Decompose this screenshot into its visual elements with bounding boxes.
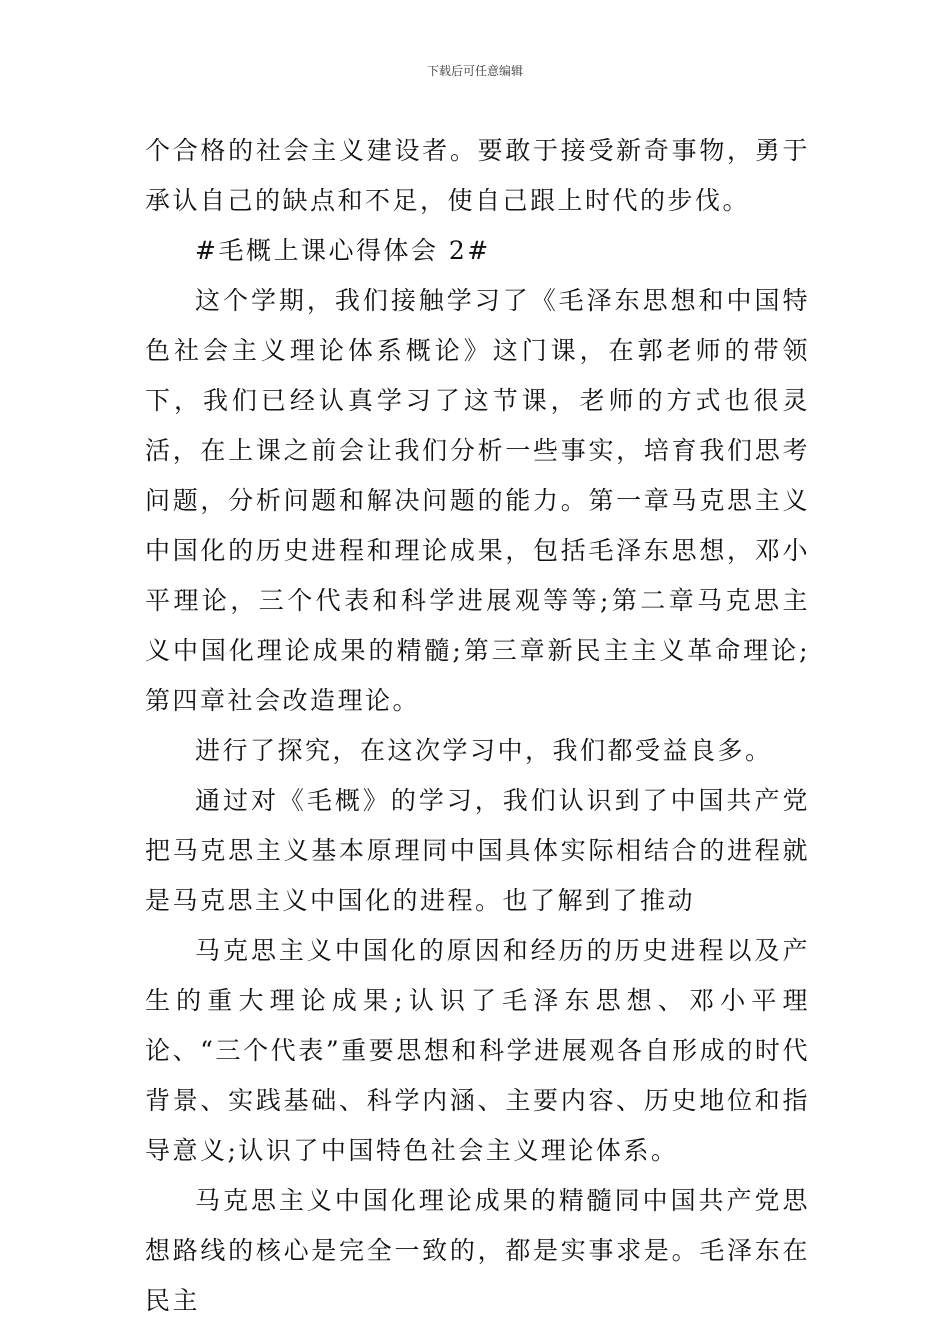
paragraph-5: 马克思主义中国化的原因和经历的历史进程以及产生的重大理论成果;认识了毛泽东思想、邓小平理论、“三个代表”重要思想和科学进展观各自形成的时代背景、实践基础、科学内涵、主要内容、历史地位和指导意义;认识了中国特色社会主义理论体系。 <box>145 936 810 1165</box>
section-heading: #毛概上课心得体会 2# <box>195 236 491 265</box>
paragraph-2: 这个学期，我们接触学习了《毛泽东思想和中国特色社会主义理论体系概论》这门课，在郭老师的带领下，我们已经认真学习了这节课，老师的方式也很灵活，在上课之前会让我们分析一些事实，培育我们思考问题，分析问题和解决问题的能力。第一章马克思主义中国化的历史进程和理论成果，包括毛泽东思想，邓小平理论，三个代表和科学进展观等等;第二章马克思主义中国化理论成果的精髓;第三章新民主主义革命理论;第四章社会改造理论。 <box>145 286 810 715</box>
paragraph-1: 个合格的社会主义建设者。要敢于接受新奇事物，勇于承认自己的缺点和不足，使自己跟上时代的步伐。 <box>145 136 810 215</box>
paragraph-4: 通过对《毛概》的学习，我们认识到了中国共产党把马克思主义基本原理同中国具体实际相结合的进程就是马克思主义中国化的进程。也了解到了推动 <box>145 786 810 915</box>
document-body <box>145 126 810 1326</box>
page-header-note: 下载后可任意编辑 <box>426 64 523 78</box>
paragraph-6: 马克思主义中国化理论成果的精髓同中国共产党思想路线的核心是完全一致的，都是实事求是。毛泽东在民主 <box>145 1186 810 1315</box>
paragraph-3: 进行了探究，在这次学习中，我们都受益良多。 <box>195 736 773 765</box>
